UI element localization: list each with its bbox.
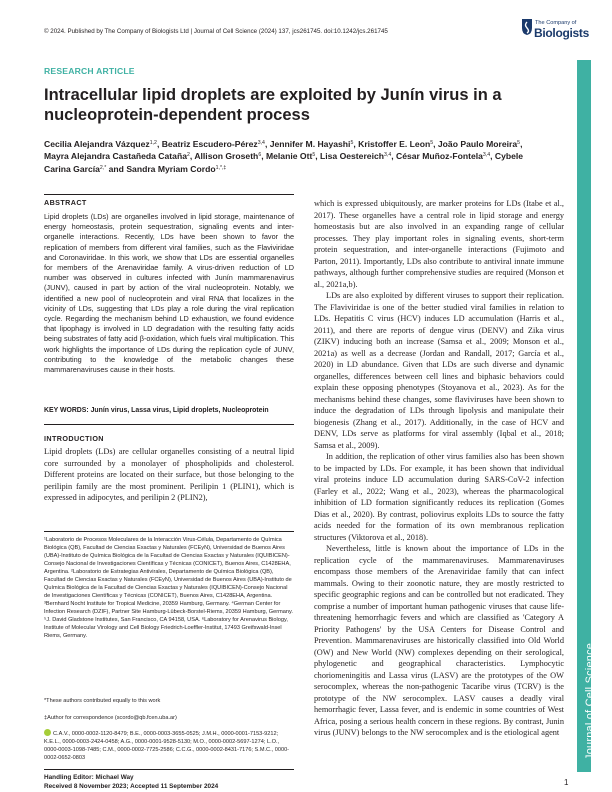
equal-contribution-note: *These authors contributed equally to this work [44,698,161,704]
logo-emblem-icon [520,18,534,36]
article-type: RESEARCH ARTICLE [44,66,135,76]
author-name: Beatriz Escudero-Pérez [161,139,258,149]
footnote-rule [44,531,294,532]
editorial-dates [44,774,294,791]
author-list: Cecilia Alejandra Vázquez$^{1,2}$, Beatriz Escudero-Pérez$^{3,4}$, Jennifer M. Hayashi$^5$, Kristoffer E. Leon$^5$, João Paulo Moreira$^5$, Mayra Alejandra Castañeda Cataña$^2$, Allison Groseth$^6$, Melanie Ott$^5$, Lisa Oestereich$^{3,4}$, César Muñoz-Fontela$^{3,4}$, Cybele Carina García$^{2,*}$ and Sandra Myriam Cordo$^{1,*,\ddagger}$ [44,139,524,174]
author-name: Lisa Oestereich [319,151,384,162]
author-name: César Muñoz-Fontela [396,151,483,162]
author-affiliation-marker: 1,*,‡ [215,164,227,171]
citation-line: © 2024. Published by The Company of Biologists Ltd | Journal of Cell Science (2024) 137, jcs261745. doi:10.1242/jcs.261745 [44,28,388,35]
keywords [44,406,294,415]
author-name: Sandra Myriam Cordo [126,163,216,174]
right-column-paragraph: which is expressed ubiquitously, are marker proteins for LDs (Itabe et al., 2017). These organelles have a central role in lipid storage and energy homeostasis but are also involved in an expanding range of cellular processes. They play important roles in signaling events, short-term protein sequestration, and inter-organelle interactions (Fujimoto and Parton, 2011). Importantly, LDs also contribute to antiviral innate immune pathways, although further comprehensive studies are required (Monson et al., 2021a,b). [314,199,564,289]
right-column-paragraph: Nevertheless, little is known about the importance of LDs in the replication cycle of the mammarenaviruses. Mammarenaviruses encompass those members of the Arenaviridae family that can infect mammals. Owing to their zoonotic nature, they are mostly restricted to specific geographic regions and can be controlled but not eradicated. They comprise a number of important human pathogenic viruses that cause life-threatening hemorrhagic fevers and which are classified as 'Category A Priority Pathogens' by the USA Centers for Disease Control and Prevention. Mammarenaviruses are historically classified into Old World (OW) and New World (NW) complexes depending on their serological, phylogenetic and geographical characteristics. Lymphocytic choriomeningitis and Lassa virus (LASV) are the prototypes of the OW serocomplex, whereas the non-pathogenic Tacaribe virus (TCRV) is the prototype of the NW serocomplex. LASV causes a deadly viral hemorrhagic fever, Lassa fever, and is endemic in some countries of West Africa, posing a serious health concern in these regions. By contrast, Junin virus (JUNV) belongs to the NW serocomplex and is the etiological agent [314,544,564,737]
abstract-heading: ABSTRACT [44,198,87,207]
introduction-text: Lipid droplets (LDs) are cellular organelles consisting of a neutral lipid core surrounded by a monolayer of phospholipids and cholesterol. Different proteins are located on their surface, but those belonging to the perilipin family are the most prominent. Perilipin 1 (PLIN1), which is expressed in adipocytes, and perilipin 2 (PLIN2), [44,447,294,502]
author-affiliation-marker: 1,2 [149,140,157,146]
author-affiliation-marker: 2,* [99,164,107,171]
keywords-text: Junín virus, Lassa virus, Lipid droplets, Nucleoprotein [90,407,269,414]
right-column-paragraph: LDs are also exploited by different viruses to support their replication. The Flaviviridae is one of the better studied viral families in relation to LDs. Hepatitis C virus (HCV) induces LD accumulation (Harris et al., 2011), and there are reports of dengue virus (DENV) and Zika virus (ZIKV) inducing both an increase (Samsa et al., 2009; Monson et al., 2021a) as well as a decrease (Jordan and Randall, 2017; García et al., 2020) in LD abundance. Given that LDs are such diverse and dynamic organelles, differences between cell lines and biphasic behaviors could explain these opposing phenotypes (Stoyanova et al., 2023). As for the mechanisms behind these changes, some flaviviruses have been shown to induce the degradation of LDs through lipolysis and manipulate their biogenesis (Zhang et al., 2017). Additionally, in the case of HCV and DENV, LDs serve as platforms for viral assembly (Iqbal et al., 2018; Samsa et al., 2009). [314,291,564,450]
author-name: Melanie Ott [265,151,313,162]
author-affiliation-marker: 5 [350,140,354,146]
right-column [314,198,564,739]
author-affiliation-marker: 6 [258,152,262,159]
abstract-top-rule [44,194,294,195]
author-affiliation-marker: 3,4 [482,152,491,159]
keywords-bottom-rule [44,424,294,425]
publisher-logo [520,14,590,44]
orcid-list[interactable] [44,729,294,762]
logo-text-line2: Biologists [534,26,590,40]
author-affiliation-marker: 3,4 [257,140,265,146]
handling-editor: Handling Editor: Michael Way [44,774,134,781]
article-title: Intracellular lipid droplets are exploited by Junín virus in a nucleoprotein-dependent process [44,86,502,124]
orcid-icon [44,729,51,736]
introduction-heading: INTRODUCTION [44,434,104,443]
author-name: Kristoffer E. Leon [358,139,431,149]
author-name: Cecilia Alejandra Vázquez [44,139,150,149]
journal-sidebar-label: Journal of Cell Science [584,642,596,760]
orcid-text[interactable]: C.A.V., 0000-0002-1120-8479; B.E., 0000-0003-3655-0525; J.M.H., 0000-0001-7153-9212; K.E.L., 0000-0003-2424-0458; A.G., 0000-0001-9528-5130; M.O., 0000-0002-5697-1274; L.O., 0000-0003-1098-7485; C.M., 0000-0002-7725-2586; C.C.G., 0000-0002-8431-7176; S.M.C., 0000-0002-0652-0803 [44,731,290,761]
affiliations: ¹Laboratorio de Procesos Moleculares de la Interacción Virus-Célula, Departamento de Química Biológica (QB), Facultad de Ciencias Exactas y Naturales (FCEyN), Universidad de Buenos Aires (UBA)-Instituto de Química Biológica de la Facultad de Ciencias Exactas y Naturales (IQUIBICEN)-Consejo Nacional de Investigaciones Científicas y Técnicas (CONICET), Buenos Aires, C1428EHA, Argentina. ²Laboratorio de Estrategias Antivirales, Departamento de Química Biológica (QB), Facultad de Ciencias Exactas y Naturales (FCEyN), Universidad de Buenos Aires (UBA)-Instituto de Química Biológica de la Facultad de Ciencias Exactas y Naturales (IQUIBICEN)-Consejo Nacional de Investigaciones Científicas y Técnicas (CONICET), Buenos Aires, C1428EHA, Argentina. ³Bernhard Nocht Institute for Tropical Medicine, 20359 Hamburg, Germany. ⁴German Center for Infection Research (DZIF), Partner Site Hamburg-Lübeck-Borstel-Riems, 20359 Hamburg, Germany. ⁵J. David Gladstone Institutes, San Francisco, CA 94158, USA. ⁶Laboratory for Arenavirus Biology, Institute of Molecular Virology and Cell Biology Friedrich-Loeffler-Institut, 17493 Greifswald-Insel Riems, Germany. [44,537,293,639]
author-affiliation-marker: 3,4 [384,152,392,159]
page-number: 1 [564,778,569,787]
abstract-text: Lipid droplets (LDs) are organelles involved in lipid storage, maintenance of energy homeostasis, protein sequestration, signaling events and inter-organelle interactions. Recently, LDs have been shown to favor the replication of members from different viral families, such as the Flaviviridae and Coronaviridae. In this work, we show that LDs are essential organelles for members of the Arenaviridae family. A virus-driven reduction of LD number was observed in cultures infected with Junín mammarenavirus (JUNV), caused in part by action of the viral nucleoprotein. Notably, we identified a new pool of nucleoprotein and viral RNA that localizes in the vicinity of LDs, suggesting that LDs play a role during the viral replication cycle. Regarding the mechanism behind LD exhaustion, we found evidence that lipophagy is involved in LD degradation with the resulting fatty acids being substrates of fatty acid β-oxidation, which fuels viral multiplication. This work highlights the importance of LDs during the replication cycle of JUNV, contributing to the knowledge of the metabolic changes these mammarenaviruses cause in their hosts. [44,212,294,375]
right-column-paragraph: In addition, the replication of other virus families also has been shown to be impacted by LDs. For example, it has been shown that individual viral proteins induce LD accumulation during SARS-CoV-2 infection (Farley et al., 2022; Wang et al., 2023), whereas the pharmacological inhibition of LD formation significantly reduces its replication (Gomes Dias et al., 2020). By contrast, poliovirus exploits LDs to source the fatty acids needed for the formation of its own membranous replication structures (Viktorova et al., 2018). [314,452,564,542]
logo-text-line1: The Company of [535,20,577,26]
author-affiliation-marker: 5 [517,140,521,146]
journal-sidebar [577,60,596,772]
correspondence-text[interactable]: ‡Author for correspondence (scordo@qb.fcen.uba.ar) [44,715,177,721]
keywords-label: KEY WORDS: [44,407,89,414]
correspondence-note[interactable] [44,714,294,722]
handling-rule [44,769,294,770]
received-accepted: Received 8 November 2023; Accepted 11 September 2024 [44,782,219,790]
author-affiliation-marker: 2 [186,152,190,159]
author-name: João Paulo Moreira [437,139,518,149]
author-name: Cybele Carina García [44,151,524,174]
author-name: Mayra Alejandra Castañeda Cataña [44,151,187,162]
author-affiliation-marker: 5 [312,152,316,159]
author-name: Jennifer M. Hayashi [269,139,351,149]
author-name: Allison Groseth [194,151,259,162]
author-affiliation-marker: 5 [430,140,434,146]
